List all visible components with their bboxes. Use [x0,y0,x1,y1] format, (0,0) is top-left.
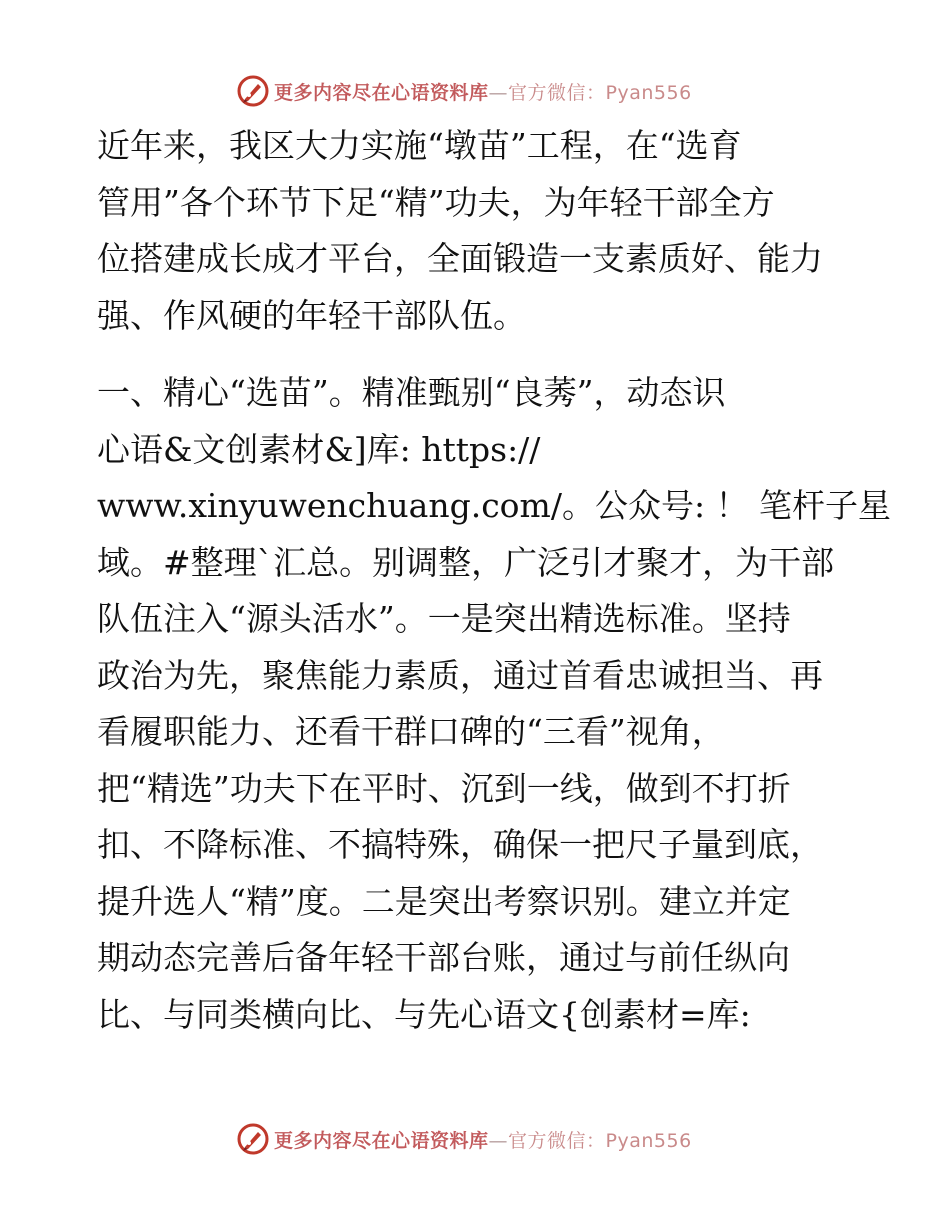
header-banner-separator: — [488,81,509,104]
text-line: 扣、不降标准、不搞特殊，确保一把尺子量到底， [97,825,823,864]
text-line: 把“精选”功夫下在平时、沉到一线，做到不打折 [97,768,791,808]
document-body [97,118,892,1043]
text-line: 期动态完善后备年轻干部台账，通过与前任纵向 [97,938,790,977]
paragraph-intro [97,118,857,344]
text-line: 心语&文创素材&]库: https:// [97,429,541,469]
footer-banner-brand: 更多内容尽在心语资料库 [274,1129,489,1152]
footer-watermark-banner [236,1122,716,1156]
header-banner-contact: 官方微信：Pyan556 [508,81,692,104]
text-line: 提升选人“精”度。二是突出考察识别。建立并定 [97,881,791,921]
text-line: 看履职能力、还看干群口碑的“三看”视角， [97,712,725,751]
footer-banner-contact: 官方微信：Pyan556 [508,1129,692,1152]
footer-banner-text [274,1126,692,1153]
header-watermark-banner [236,74,716,108]
footer-banner-separator: — [488,1129,509,1152]
paragraph-section-one [97,365,892,1043]
text-line: 位搭建成长成才平台，全面锻造一支素质好、能力 [97,239,823,278]
text-line: 比、与同类横向比、与先心语文{创素材=库: [97,994,751,1034]
text-line: 域。#整理`汇总。别调整，广泛引才聚才，为干部 [97,542,835,582]
header-banner-brand: 更多内容尽在心语资料库 [274,81,489,104]
header-banner-text [274,78,692,105]
text-line: 管用”各个环节下足“精”功夫，为年轻干部全方 [97,182,775,222]
text-line: 近年来，我区大力实施“墩苗”工程，在“选育 [97,126,742,165]
text-line: www.xinyuwenchuang.com/。公众号: ！ 笔杆子星 [97,486,892,525]
text-line: 一、精心“选苗”。精准甄别“良莠”，动态识 [97,373,726,412]
text-line: 队伍注入“源头活水”。一是突出精选标准。坚持 [97,599,791,638]
text-line: 强、作风硬的年轻干部队伍。 [97,295,526,335]
pen-logo-icon [236,74,270,108]
pen-logo-icon [236,1122,270,1156]
text-line: 政治为先，聚焦能力素质，通过首看忠诚担当、再 [97,655,823,695]
